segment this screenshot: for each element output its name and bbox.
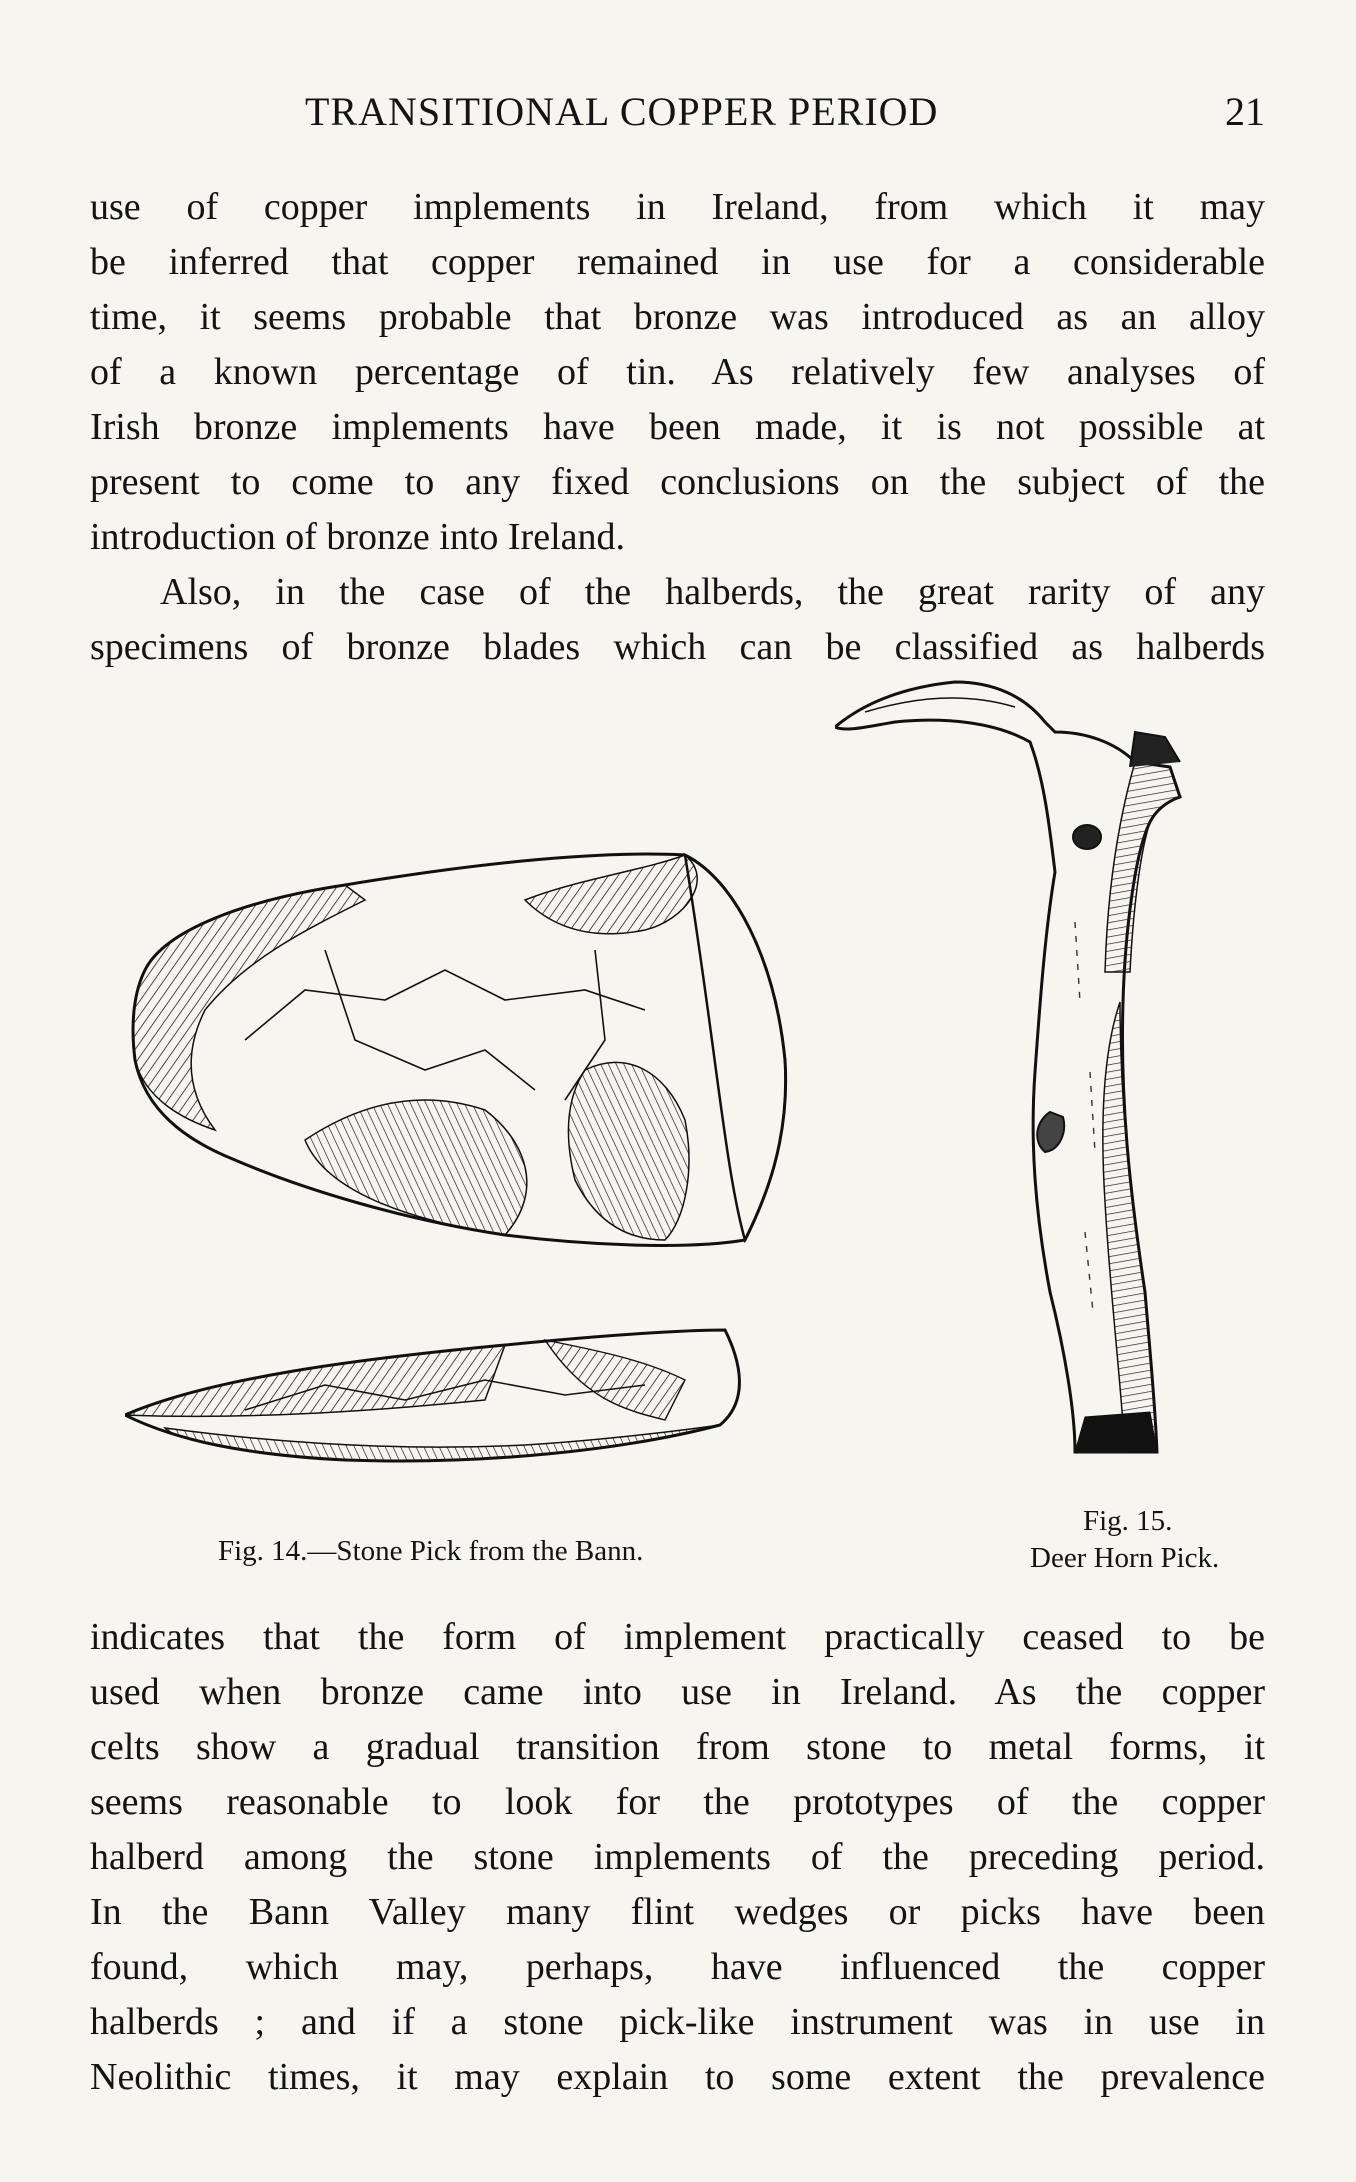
paragraph-3 xyxy=(90,1610,1265,2105)
text-line: indicates that the form of implement practically ceased to be xyxy=(90,1616,1265,1658)
text-line: introduction of bronze into Ireland. xyxy=(90,516,626,558)
deer-horn-pick-illustration xyxy=(835,672,1265,1462)
text-line: used when bronze came into use in Ireland. As the copper xyxy=(90,1671,1265,1713)
running-title: TRANSITIONAL COPPER PERIOD xyxy=(305,89,939,134)
stone-pick-side-view xyxy=(125,1330,739,1461)
text-line: Irish bronze implements have been made, it is not possible at xyxy=(90,406,1265,448)
stone-pick-face-view xyxy=(133,854,786,1245)
text-line: Also, in the case of the halberds, the great rarity of any xyxy=(160,571,1265,613)
stone-pick-illustration xyxy=(125,840,955,1520)
text-line: of a known percentage of tin. As relatively few analyses of xyxy=(90,351,1265,393)
text-line: In the Bann Valley many flint wedges or picks have been xyxy=(90,1891,1265,1933)
text-line: found, which may, perhaps, have influenced the copper xyxy=(90,1946,1265,1988)
text-line: specimens of bronze blades which can be classified as halberds xyxy=(90,626,1265,668)
text-line: halberds ; and if a stone pick-like instrument was in use in xyxy=(90,2001,1265,2043)
text-line: be inferred that copper remained in use for a considerable xyxy=(90,241,1265,283)
fig15-caption: Deer Horn Pick. xyxy=(1030,1542,1220,1574)
paragraph-1 xyxy=(90,180,1265,565)
text-line: seems reasonable to look for the prototypes of the copper xyxy=(90,1781,1265,1823)
text-line: halberd among the stone implements of the preceding period. xyxy=(90,1836,1265,1878)
paragraph-2 xyxy=(90,565,1265,675)
text-line: celts show a gradual transition from stone to metal forms, it xyxy=(90,1726,1265,1768)
page-header xyxy=(90,88,1265,138)
fig15-label: Fig. 15. xyxy=(1083,1505,1173,1537)
text-line: Neolithic times, it may explain to some extent the prevalence xyxy=(90,2056,1265,2098)
text-line: time, it seems probable that bronze was introduced as an alloy xyxy=(90,296,1265,338)
page-number: 21 xyxy=(1225,89,1265,134)
fig14-caption: Fig. 14.—Stone Pick from the Bann. xyxy=(218,1535,644,1567)
text-line: use of copper implements in Ireland, from which it may xyxy=(90,186,1265,228)
text-line: present to come to any fixed conclusions on the subject of the xyxy=(90,461,1265,503)
